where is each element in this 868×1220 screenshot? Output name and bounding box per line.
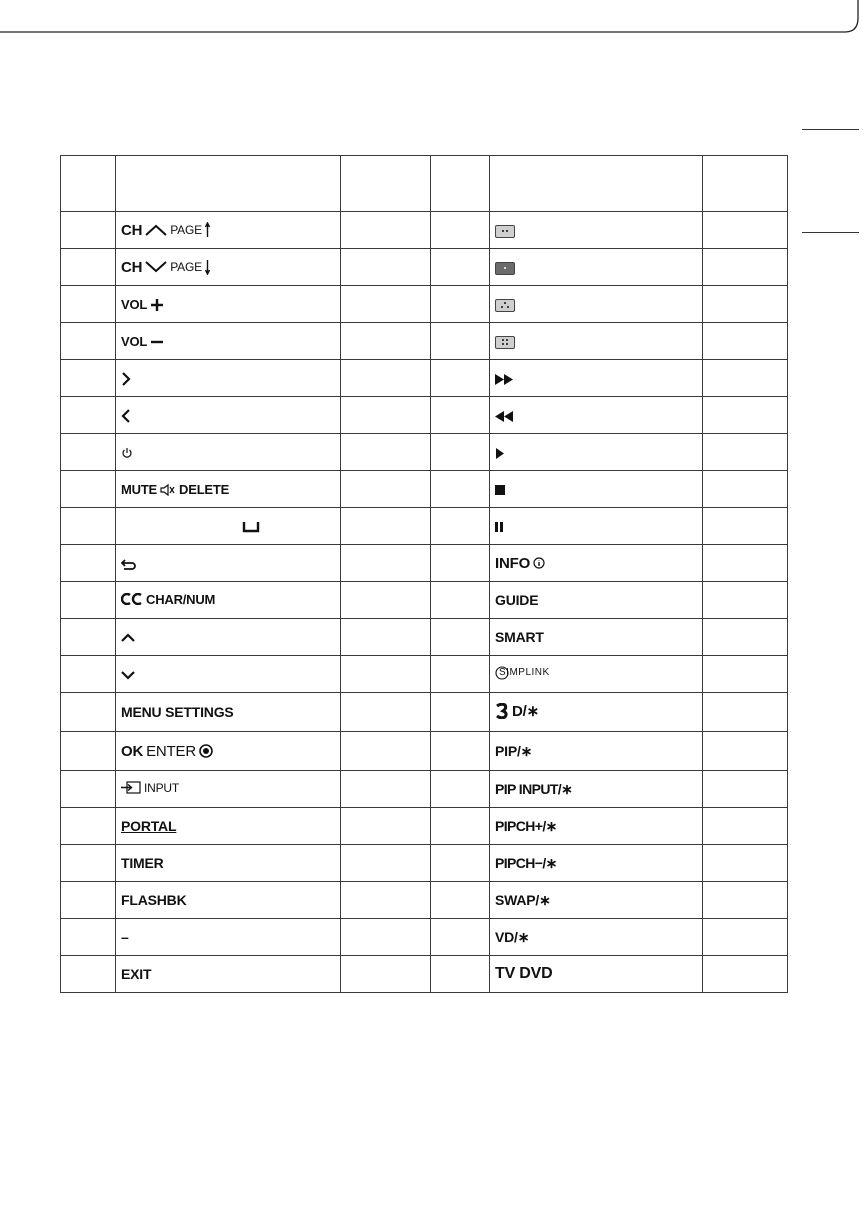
empty-cell <box>341 956 431 993</box>
header-cell <box>61 156 116 212</box>
empty-cell <box>431 249 490 286</box>
empty-cell <box>61 212 116 249</box>
stop-icon <box>495 485 505 495</box>
key-cell <box>116 582 341 619</box>
green-button-icon <box>495 262 515 275</box>
arrow-right-icon <box>121 372 131 386</box>
empty-cell <box>703 693 788 732</box>
empty-cell <box>341 286 431 323</box>
key-label: INFO <box>495 554 531 572</box>
empty-cell <box>341 212 431 249</box>
key-cell <box>490 286 703 323</box>
key-cell <box>490 323 703 360</box>
key-cell <box>116 397 341 434</box>
table-header-row <box>61 156 788 212</box>
empty-cell <box>431 582 490 619</box>
table-row <box>61 323 788 360</box>
header-cell <box>341 156 431 212</box>
empty-cell <box>703 656 788 693</box>
key-label: TV DVD <box>495 965 553 982</box>
key-label: OK <box>121 742 144 760</box>
empty-cell <box>431 471 490 508</box>
sidebar-rule-bottom <box>802 232 859 233</box>
table-row <box>61 545 788 582</box>
empty-cell <box>341 545 431 582</box>
yellow-button-icon <box>495 299 515 312</box>
empty-cell <box>431 545 490 582</box>
table-row <box>61 249 788 286</box>
key-label: FLASHBK <box>121 892 187 908</box>
key-label: PAGE <box>170 260 202 274</box>
table-row <box>61 732 788 771</box>
empty-cell <box>341 434 431 471</box>
table-row <box>61 471 788 508</box>
empty-cell <box>61 882 116 919</box>
key-label: VOL <box>121 297 148 312</box>
empty-cell <box>61 545 116 582</box>
empty-cell <box>431 619 490 656</box>
empty-cell <box>431 212 490 249</box>
empty-cell <box>341 808 431 845</box>
key-cell <box>490 619 703 656</box>
key-cell <box>490 212 703 249</box>
key-cell <box>490 656 703 693</box>
empty-cell <box>431 656 490 693</box>
key-label: D/∗ <box>512 703 539 720</box>
table-row <box>61 360 788 397</box>
key-label: PIP/∗ <box>495 742 533 759</box>
key-cell <box>116 471 341 508</box>
fast-forward-icon <box>495 374 513 385</box>
table-row <box>61 956 788 993</box>
empty-cell <box>61 771 116 808</box>
key-cell <box>116 545 341 582</box>
empty-cell <box>61 582 116 619</box>
empty-cell <box>431 360 490 397</box>
empty-cell <box>431 323 490 360</box>
empty-cell <box>341 471 431 508</box>
empty-cell <box>341 508 431 545</box>
empty-cell <box>61 471 116 508</box>
key-cell <box>490 434 703 471</box>
empty-cell <box>61 508 116 545</box>
key-cell <box>116 956 341 993</box>
empty-cell <box>341 882 431 919</box>
remote-code-table <box>60 155 788 993</box>
empty-cell <box>431 882 490 919</box>
empty-cell <box>61 434 116 471</box>
key-cell <box>116 508 341 545</box>
empty-cell <box>703 323 788 360</box>
empty-cell <box>61 286 116 323</box>
key-label: GUIDE <box>495 592 539 608</box>
empty-cell <box>431 845 490 882</box>
key-label: SWAP/∗ <box>495 891 551 908</box>
volume-minus-icon <box>150 335 164 349</box>
page-border-curve <box>0 0 868 40</box>
key-label: PIPCH+/∗ <box>495 817 557 834</box>
key-cell <box>116 212 341 249</box>
back-icon <box>121 557 137 571</box>
key-label: PIPCH−/∗ <box>495 854 557 871</box>
key-cell <box>490 732 703 771</box>
empty-cell <box>703 919 788 956</box>
empty-cell <box>341 693 431 732</box>
key-label: MUTE <box>121 482 158 497</box>
empty-cell <box>61 845 116 882</box>
info-icon <box>533 557 545 569</box>
empty-cell <box>703 808 788 845</box>
red-button-icon <box>495 225 515 238</box>
arrow-up-icon <box>121 633 135 643</box>
table-row <box>61 508 788 545</box>
channel-down-icon <box>145 261 167 273</box>
3d-icon <box>495 703 509 719</box>
empty-cell <box>341 732 431 771</box>
empty-cell <box>61 619 116 656</box>
empty-cell <box>61 397 116 434</box>
key-label: ENTER <box>146 742 196 760</box>
key-cell <box>116 323 341 360</box>
key-label: PIP INPUT/∗ <box>495 780 573 797</box>
empty-cell <box>703 771 788 808</box>
empty-cell <box>61 808 116 845</box>
empty-cell <box>703 508 788 545</box>
empty-cell <box>341 582 431 619</box>
table-row <box>61 582 788 619</box>
key-cell <box>490 771 703 808</box>
key-label: CH <box>121 258 143 276</box>
empty-cell <box>703 732 788 771</box>
empty-cell <box>431 732 490 771</box>
key-label: PORTAL <box>121 818 177 834</box>
empty-cell <box>703 882 788 919</box>
empty-cell <box>431 808 490 845</box>
empty-cell <box>703 249 788 286</box>
key-cell <box>490 397 703 434</box>
key-cell <box>116 808 341 845</box>
key-cell <box>490 508 703 545</box>
key-label: PAGE <box>170 223 202 237</box>
space-icon <box>121 520 281 534</box>
table-row <box>61 808 788 845</box>
sidebar-rule-top <box>802 129 859 130</box>
table-row <box>61 619 788 656</box>
empty-cell <box>61 249 116 286</box>
key-cell <box>490 471 703 508</box>
key-cell <box>116 882 341 919</box>
table-row <box>61 693 788 732</box>
key-cell <box>490 360 703 397</box>
rewind-icon <box>495 411 513 422</box>
empty-cell <box>341 397 431 434</box>
empty-cell <box>431 434 490 471</box>
key-label: CH <box>121 221 143 239</box>
table-row <box>61 286 788 323</box>
key-cell <box>116 619 341 656</box>
empty-cell <box>703 582 788 619</box>
key-cell <box>490 808 703 845</box>
key-cell <box>490 582 703 619</box>
key-label: INPUT <box>144 780 180 795</box>
key-label: VD/∗ <box>495 928 530 945</box>
empty-cell <box>703 212 788 249</box>
empty-cell <box>431 286 490 323</box>
table-row <box>61 919 788 956</box>
blue-button-icon <box>495 336 515 349</box>
key-label: MENU SETTINGS <box>121 704 234 720</box>
key-cell <box>116 845 341 882</box>
key-label: SMART <box>495 629 544 645</box>
empty-cell <box>431 771 490 808</box>
key-label: – <box>121 929 129 945</box>
empty-cell <box>61 656 116 693</box>
empty-cell <box>61 693 116 732</box>
empty-cell <box>431 397 490 434</box>
play-icon <box>495 448 505 459</box>
table-row <box>61 845 788 882</box>
key-cell <box>490 919 703 956</box>
empty-cell <box>61 732 116 771</box>
empty-cell <box>61 919 116 956</box>
page-down-arrow-icon <box>205 259 210 275</box>
key-label: TIMER <box>121 855 164 871</box>
power-icon <box>121 447 133 459</box>
key-cell <box>490 545 703 582</box>
table-row <box>61 397 788 434</box>
page-up-arrow-icon <box>205 222 210 238</box>
empty-cell <box>431 919 490 956</box>
empty-cell <box>341 845 431 882</box>
empty-cell <box>431 508 490 545</box>
header-cell <box>431 156 490 212</box>
pause-icon <box>495 522 503 532</box>
empty-cell <box>341 656 431 693</box>
empty-cell <box>703 845 788 882</box>
empty-cell <box>703 397 788 434</box>
key-cell <box>490 956 703 993</box>
empty-cell <box>341 360 431 397</box>
empty-cell <box>61 323 116 360</box>
key-cell <box>116 771 341 808</box>
volume-plus-icon <box>150 298 164 312</box>
ok-enter-icon <box>199 744 213 758</box>
key-cell <box>116 249 341 286</box>
empty-cell <box>703 434 788 471</box>
empty-cell <box>341 323 431 360</box>
empty-cell <box>703 956 788 993</box>
key-label: DELETE <box>179 482 230 497</box>
arrow-left-icon <box>121 409 131 423</box>
table-row <box>61 212 788 249</box>
key-cell <box>116 656 341 693</box>
key-cell <box>116 919 341 956</box>
empty-cell <box>703 286 788 323</box>
empty-cell <box>61 956 116 993</box>
key-cell <box>116 693 341 732</box>
cc-icon <box>121 593 143 605</box>
key-label: SIMPLINK <box>499 667 550 678</box>
key-cell <box>116 360 341 397</box>
table-row <box>61 882 788 919</box>
empty-cell <box>431 956 490 993</box>
empty-cell <box>703 619 788 656</box>
empty-cell <box>703 360 788 397</box>
channel-up-icon <box>145 224 167 236</box>
key-cell <box>490 845 703 882</box>
empty-cell <box>341 249 431 286</box>
key-cell <box>490 249 703 286</box>
table-row <box>61 434 788 471</box>
key-cell <box>116 434 341 471</box>
key-label: EXIT <box>121 966 152 982</box>
empty-cell <box>61 360 116 397</box>
header-cell <box>703 156 788 212</box>
input-icon <box>121 781 141 795</box>
table-row <box>61 656 788 693</box>
empty-cell <box>341 619 431 656</box>
header-cell <box>490 156 703 212</box>
key-label: VOL <box>121 334 148 349</box>
key-label: CHAR/NUM <box>146 591 216 607</box>
mute-icon <box>160 483 176 497</box>
empty-cell <box>703 545 788 582</box>
empty-cell <box>431 693 490 732</box>
empty-cell <box>703 471 788 508</box>
key-cell <box>116 286 341 323</box>
empty-cell <box>341 771 431 808</box>
empty-cell <box>341 919 431 956</box>
key-cell <box>116 732 341 771</box>
key-cell <box>490 882 703 919</box>
arrow-down-icon <box>121 670 135 680</box>
key-cell <box>490 693 703 732</box>
table-row <box>61 771 788 808</box>
header-cell <box>116 156 341 212</box>
